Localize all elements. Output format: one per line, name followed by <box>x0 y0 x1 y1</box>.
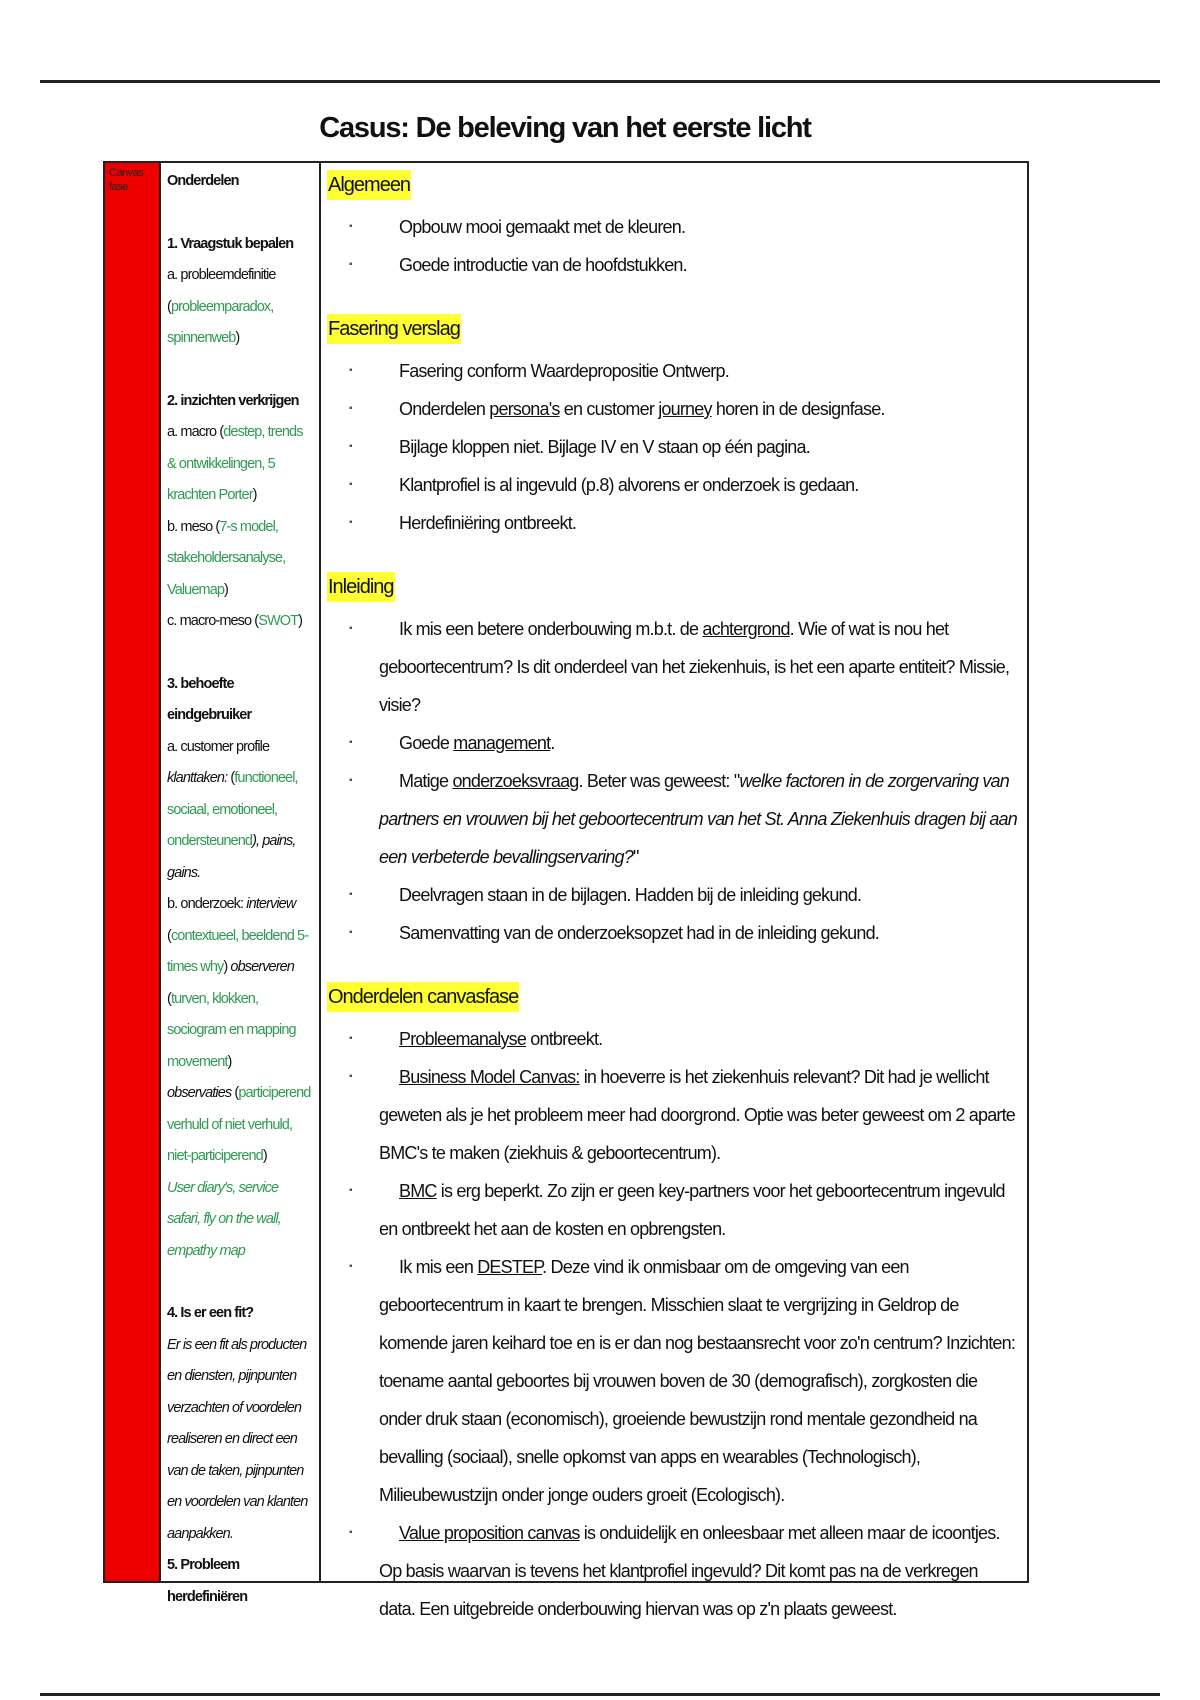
section-fasering <box>327 310 1017 542</box>
section-heading-fasering: Fasering verslag <box>327 314 461 344</box>
list-item: ▪ Bijlage kloppen niet. Bijlage IV en V staan op één pagina. <box>327 428 1017 466</box>
step-3-a: a. customer profile klanttaken: (functioneel, sociaal, emotioneel, ondersteunend), pains, gains. <box>167 738 298 881</box>
list-item: ▪ Samenvatting van de onderzoeksopzet had in de inleiding gekund. <box>327 914 1017 952</box>
step-2-a-tools: destep, trends & ontwikkelingen, 5 krachten Porter <box>167 424 303 503</box>
list-item: ▪ Herdefiniëring ontbreekt. <box>327 504 1017 542</box>
step-4-text: Er is een fit als producten en diensten, pijnpunten verzachten of voordelen realiseren en direct een van de taken, pijnpunten en voordelen van klanten aanpakken. <box>167 1336 308 1542</box>
section-algemeen <box>327 166 1017 284</box>
step-5-title: 5. Probleem herdefiniëren <box>167 1557 248 1605</box>
list-item: ▪ Goede management. <box>327 724 1017 762</box>
step-2-c: c. macro-meso (SWOT) <box>167 613 303 629</box>
step-3-observaties: observaties (participerend verhuld of niet verhuld, niet-participerend) <box>167 1085 311 1164</box>
step-4 <box>167 1298 313 1550</box>
step-1-a-tools: probleemparadox, spinnenweb <box>167 298 274 346</box>
list-item: ▪ Deelvragen staan in de bijlagen. Hadden bij de inleiding gekund. <box>327 876 1017 914</box>
page-title: Casus: De beleving van het eerste licht <box>319 112 811 144</box>
step-1 <box>167 229 313 355</box>
step-1-title: 1. Vraagstuk bepalen <box>167 235 294 252</box>
step-2 <box>167 386 313 638</box>
step-3-title: 3. behoefte eindgebruiker <box>167 675 252 723</box>
section-inleiding <box>327 568 1017 952</box>
step-3 <box>167 669 313 1268</box>
feedback-table <box>103 161 1029 1619</box>
step-3-b-tools: contextueel, beeldend 5-times why <box>167 927 309 975</box>
section-heading-canvasfase: Onderdelen canvasfase <box>327 982 519 1012</box>
step-3-a-tools: functioneel, sociaal, emotioneel, ondersteunend <box>167 770 298 849</box>
section-heading-algemeen: Algemeen <box>327 170 411 200</box>
list-item: ▪ Fasering conform Waardepropositie Ontwerp. <box>327 352 1017 390</box>
list-item: ▪ Ik mis een betere onderbouwing m.b.t. de achtergrond. Wie of wat is nou het geboortecentrum? Is dit onderdeel van het ziekenhuis, is het een aparte entiteit? Missie, visie? <box>327 610 1017 724</box>
step-2-b-tools: 7-s model, stakeholdersanalyse, Valuemap <box>167 518 286 598</box>
list-item: ▪ Probleemanalyse ontbreekt. <box>327 1020 1017 1058</box>
section-heading-inleiding: Inleiding <box>327 572 395 602</box>
list-item: ▪ Ik mis een DESTEP. Deze vind ik onmisbaar om de omgeving van een geboortecentrum in kaart te brengen. Misschien slaat te vergrijzing in Geldrop de komende jaren keihard toe en is er dan nog bestaansrecht voor zo'n centrum? Inzichten: toename aantal geboortes bij vrouwen boven de 30 (demografisch), zorgkosten die onder druk staan (economisch), groeiende bewustzijn rond mentale gezondheid na bevalling (sociaal), snelle opkomst van apps en wearables (Technologisch), Milieubewustzijn onder jonge ouders groeit (Ecologisch). <box>327 1248 1017 1514</box>
step-3-b: b. onderzoek: interview (contextueel, beeldend 5-times why) observeren (turven, klokken, sociogram en mapping movement) <box>167 896 309 1070</box>
step-2-title: 2. inzichten verkrijgen <box>167 392 299 409</box>
list-item: ▪ Business Model Canvas: in hoeverre is het ziekenhuis relevant? Dit had je wellicht geweten als je het probleem meer had doorgrond. Optie was beter geweest om 2 aparte BMC's te maken (ziekhuis & geboortecentrum). <box>327 1058 1017 1172</box>
parts-header: Onderdelen <box>167 173 239 189</box>
step-2-c-tools: SWOT <box>258 613 299 629</box>
list-item: ▪ Onderdelen persona's en customer journey horen in de designfase. <box>327 390 1017 428</box>
top-rule <box>40 80 1160 83</box>
step-3-extra: User diary's, service safari, fly on the wall, empathy map <box>167 1179 281 1259</box>
feedback-column <box>321 163 1027 1619</box>
phase-label: Canvas fase <box>109 167 144 193</box>
step-3-obs-tools: participerend verhuld of niet verhuld, niet-participerend <box>167 1085 311 1164</box>
phase-column <box>105 163 161 1581</box>
list-item: ▪ Opbouw mooi gemaakt met de kleuren. <box>327 208 1017 246</box>
list-item: ▪ Matige onderzoeksvraag. Beter was geweest: "welke factoren in de zorgervaring van partners en vrouwen bij het geboortecentrum van het St. Anna Ziekenhuis dragen bij aan een verbeterde bevallingservaring?" <box>327 762 1017 876</box>
step-2-b: b. meso (7-s model, stakeholdersanalyse, Valuemap) <box>167 518 286 598</box>
step-1-a: a. probleemdefinitie (probleemparadox, spinnenweb) <box>167 267 276 346</box>
list-item: ▪ BMC is erg beperkt. Zo zijn er geen key-partners voor het geboortecentrum ingevuld en ontbreekt het aan de kosten en opbrengsten. <box>327 1172 1017 1248</box>
step-4-title: 4. Is er een fit? <box>167 1305 254 1321</box>
bottom-rule <box>40 1693 1160 1696</box>
list-item: ▪ Goede introductie van de hoofdstukken. <box>327 246 1017 284</box>
list-item: ▪ Value proposition canvas is onduidelijk en onleesbaar met alleen maar de icoontjes. Op basis waarvan is tevens het klantprofiel ingevuld? Dit komt pas na de verkregen data. Een uitgebreide onderbouwing hiervan was op z'n plaats geweest. <box>327 1514 1017 1628</box>
step-3-b-tools-2: turven, klokken, sociogram en mapping movement <box>167 990 296 1070</box>
parts-column <box>161 163 321 1605</box>
step-2-a: a. macro (destep, trends & ontwikkelingen, 5 krachten Porter) <box>167 424 303 503</box>
section-canvasfase <box>327 978 1017 1628</box>
list-item: ▪ Klantprofiel is al ingevuld (p.8) alvorens er onderzoek is gedaan. <box>327 466 1017 504</box>
